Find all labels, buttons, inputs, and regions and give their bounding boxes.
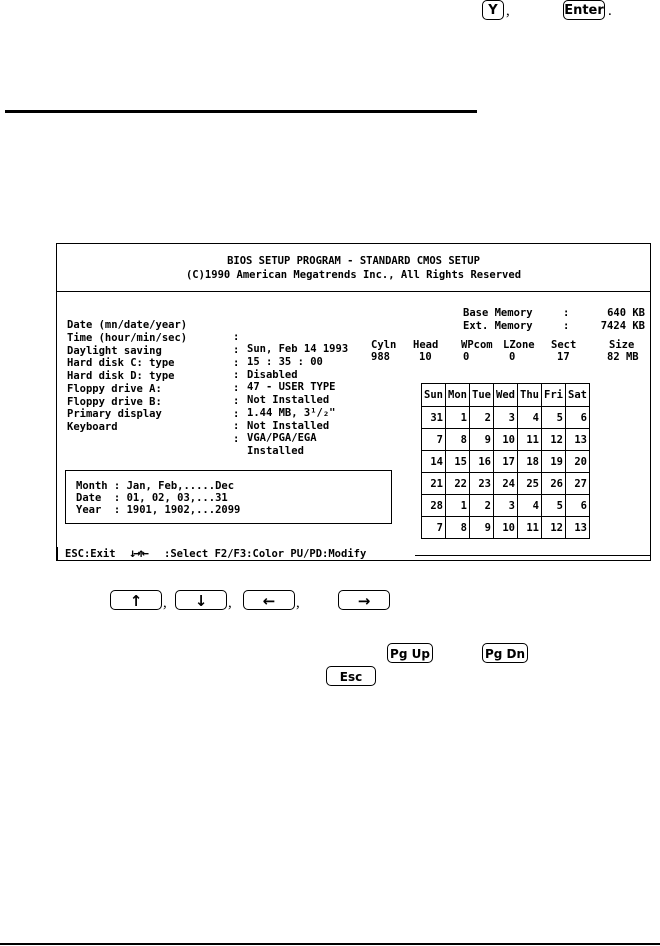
pgdn-key: Pg Dn [482, 643, 528, 663]
base-memory-sep: : [563, 307, 570, 319]
bios-copyright: (C)1990 American Megatrends Inc., All Rights Reserved [185, 268, 522, 281]
calendar-day-cell[interactable]: 15 [446, 451, 470, 473]
y-key: Y [482, 0, 504, 20]
help-year: Year : 1901, 1902,...2099 [76, 504, 241, 516]
field-label: Floppy drive B: [67, 396, 162, 408]
calendar-week-row [422, 451, 590, 473]
floppy-b-value[interactable]: Not Installed [247, 420, 330, 432]
section-rule [5, 110, 477, 113]
period-text: . [608, 3, 612, 19]
calendar-day-cell[interactable]: 3 [494, 495, 518, 517]
field-sep: : [233, 357, 240, 369]
bios-title: BIOS SETUP PROGRAM - STANDARD CMOS SETUP [227, 254, 480, 267]
field-label: Daylight saving [67, 345, 162, 357]
calendar-day-header: Thu [518, 384, 542, 407]
calendar-day-cell[interactable]: 13 [566, 517, 590, 539]
bottom-rule [0, 943, 660, 945]
comma-text: , [506, 3, 510, 19]
calendar-day-cell[interactable]: 22 [446, 473, 470, 495]
calendar-day-cell[interactable]: 14 [422, 451, 446, 473]
comma-text: , [228, 595, 232, 611]
disk-value-wpcom: 0 [463, 351, 470, 363]
disk-value-lzone: 0 [509, 351, 516, 363]
calendar-day-cell[interactable]: 10 [494, 429, 518, 451]
enter-key: Enter [563, 0, 605, 20]
field-label: Primary display [67, 408, 162, 420]
floppy-a-value[interactable]: 1.44 MB, 3¹/₂" [247, 407, 336, 419]
calendar-day-cell[interactable]: 28 [422, 495, 446, 517]
calendar-day-cell[interactable]: 9 [470, 429, 494, 451]
comma-text: , [163, 595, 167, 611]
field-label: Date (mn/date/year) [67, 319, 188, 331]
status-help: :Select F2/F3:Color PU/PD:Modify [164, 548, 367, 560]
calendar-day-cell[interactable]: 12 [542, 429, 566, 451]
field-label: Hard disk C: type [67, 357, 175, 369]
calendar-day-cell[interactable]: 17 [494, 451, 518, 473]
field-sep: : [233, 433, 240, 445]
field-label: Hard disk D: type [67, 370, 175, 382]
calendar-day-cell[interactable]: 7 [422, 517, 446, 539]
disk-value-sect: 17 [557, 351, 570, 363]
calendar-day-cell[interactable]: 3 [494, 407, 518, 429]
calendar-day-cell[interactable]: 19 [542, 451, 566, 473]
calendar-day-cell[interactable]: 4 [518, 407, 542, 429]
keyboard-value[interactable]: Installed [247, 445, 304, 457]
help-date: Date : 01, 02, 03,...31 [76, 492, 228, 504]
calendar-day-cell[interactable]: 23 [470, 473, 494, 495]
disk-header-size: Size [609, 339, 635, 351]
calendar-day-cell[interactable]: 1 [446, 495, 470, 517]
calendar-day-cell[interactable]: 18 [518, 451, 542, 473]
calendar-day-cell[interactable]: 4 [518, 495, 542, 517]
right-arrow-key: → [338, 590, 390, 610]
disk-header-cyln: Cyln [371, 339, 397, 351]
bios-screen [56, 243, 651, 561]
calendar-day-cell[interactable]: 8 [446, 429, 470, 451]
calendar-day-cell[interactable]: 7 [422, 429, 446, 451]
calendar-day-cell[interactable]: 24 [494, 473, 518, 495]
calendar-week-row [422, 429, 590, 451]
calendar-day-cell[interactable]: 2 [470, 495, 494, 517]
down-arrow-key: ↓ [175, 590, 227, 610]
daylight-value[interactable]: Disabled [247, 369, 298, 381]
field-label: Time (hour/min/sec) [67, 332, 188, 344]
field-sep: : [233, 369, 240, 381]
status-bar [57, 545, 650, 561]
calendar-day-cell[interactable]: 9 [470, 517, 494, 539]
field-sep: : [233, 395, 240, 407]
field-sep: : [233, 331, 240, 343]
calendar-week-row [422, 495, 590, 517]
calendar-day-cell[interactable]: 31 [422, 407, 446, 429]
field-label: Floppy drive A: [67, 383, 162, 395]
disk-value-cyln: 988 [371, 351, 390, 363]
time-value[interactable]: 15 : 35 : 00 [247, 356, 323, 368]
calendar-day-cell[interactable]: 25 [518, 473, 542, 495]
calendar-day-header: Tue [470, 384, 494, 407]
bios-header [57, 244, 650, 292]
up-arrow-key: ↑ [110, 590, 162, 610]
calendar-day-cell[interactable]: 1 [446, 407, 470, 429]
calendar-day-cell[interactable]: 2 [470, 407, 494, 429]
calendar-day-header: Sat [566, 384, 590, 407]
calendar-day-cell[interactable]: 20 [566, 451, 590, 473]
left-arrow-key: ← [243, 590, 295, 610]
arrows-icon: ↓→↑← [129, 546, 146, 560]
help-month: Month : Jan, Feb,.....Dec [76, 480, 235, 492]
calendar-day-header: Wed [494, 384, 518, 407]
comma-text: , [296, 595, 300, 611]
calendar-day-cell[interactable]: 5 [542, 495, 566, 517]
calendar-day-cell[interactable]: 16 [470, 451, 494, 473]
calendar-day-cell[interactable]: 6 [566, 407, 590, 429]
calendar-day-cell[interactable]: 10 [494, 517, 518, 539]
field-sep: : [233, 344, 240, 356]
pgup-key: Pg Up [387, 643, 433, 663]
calendar-day-cell[interactable]: 13 [566, 429, 590, 451]
esc-key: Esc [326, 666, 376, 686]
calendar-day-cell[interactable]: 5 [542, 407, 566, 429]
calendar-day-cell[interactable]: 6 [566, 495, 590, 517]
status-esc: ESC:Exit [65, 548, 116, 560]
disk-value-head: 10 [419, 351, 432, 363]
calendar-day-cell[interactable]: 8 [446, 517, 470, 539]
disk-header-head: Head [413, 339, 439, 351]
display-value[interactable]: VGA/PGA/EGA [247, 432, 317, 444]
hdd-c-value[interactable]: 47 - USER TYPE [247, 381, 336, 393]
ext-memory-label: Ext. Memory [463, 320, 533, 332]
base-memory-value: 640 KB [607, 307, 645, 319]
calendar-day-cell[interactable]: 11 [518, 429, 542, 451]
calendar-week-row [422, 473, 590, 495]
field-sep: : [233, 382, 240, 394]
input-help-box [65, 470, 392, 524]
ext-memory-value: 7424 KB [600, 320, 645, 332]
calendar-day-cell[interactable]: 26 [542, 473, 566, 495]
calendar-day-cell[interactable]: 12 [542, 517, 566, 539]
field-label: Keyboard [67, 421, 118, 433]
calendar-grid [421, 383, 590, 539]
base-memory-label: Base Memory [463, 307, 533, 319]
field-sep: : [233, 420, 240, 432]
disk-header-lzone: LZone [503, 339, 535, 351]
ext-memory-sep: : [563, 320, 570, 332]
calendar-day-cell[interactable]: 27 [566, 473, 590, 495]
calendar-day-cell[interactable]: 21 [422, 473, 446, 495]
hdd-d-value[interactable]: Not Installed [247, 394, 330, 406]
date-value[interactable]: Sun, Feb 14 1993 [247, 343, 349, 355]
calendar-day-header: Fri [542, 384, 566, 407]
field-sep: : [233, 408, 240, 420]
calendar-day-cell[interactable]: 11 [518, 517, 542, 539]
disk-value-size: 82 MB [607, 351, 639, 363]
calendar-day-header: Mon [446, 384, 470, 407]
calendar-week-row [422, 407, 590, 429]
calendar-day-header: Sun [422, 384, 446, 407]
disk-header-wpcom: WPcom [461, 339, 493, 351]
disk-header-sect: Sect [551, 339, 577, 351]
calendar-week-row [422, 517, 590, 539]
